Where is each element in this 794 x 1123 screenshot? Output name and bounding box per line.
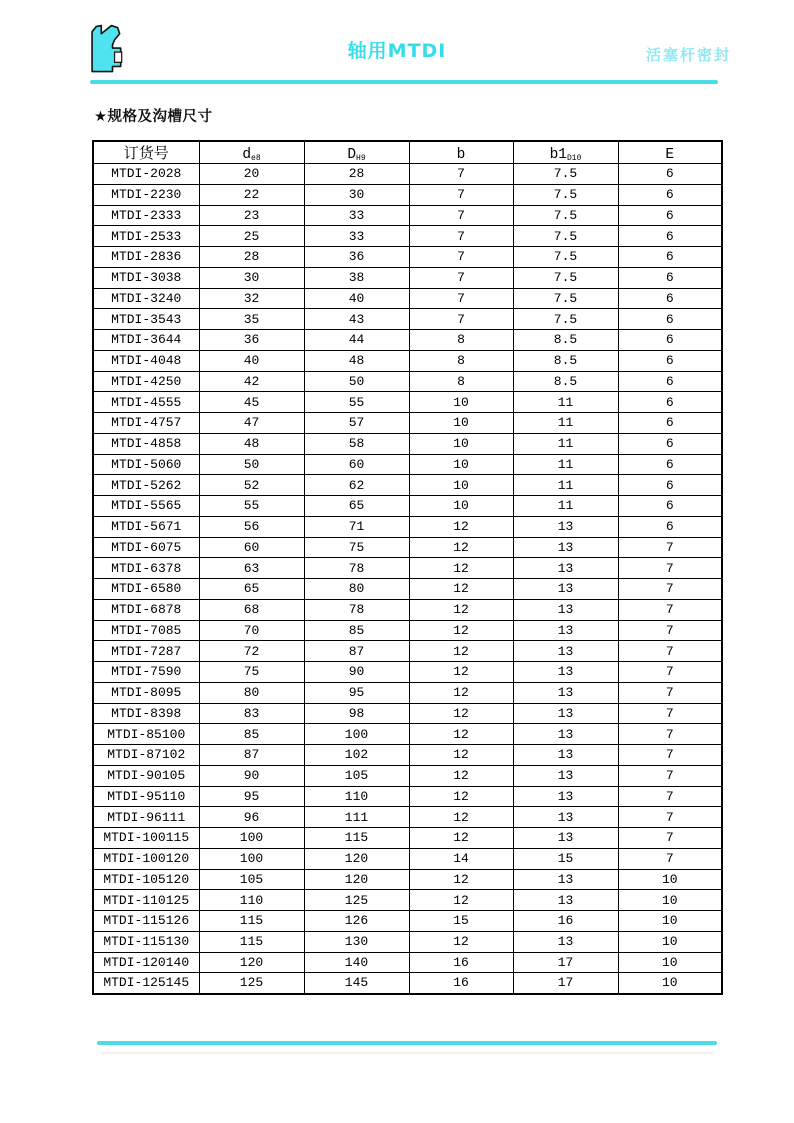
order-number-cell: MTDI-2533 [93,226,199,247]
value-cell: 110 [304,786,409,807]
value-cell: 80 [304,579,409,600]
value-cell: 115 [199,931,304,952]
table-row [93,973,722,994]
value-cell: 83 [199,703,304,724]
value-cell: 11 [513,475,618,496]
value-cell: 7 [618,828,722,849]
value-cell: 12 [409,745,513,766]
value-cell: 17 [513,973,618,994]
value-cell: 120 [304,869,409,890]
value-cell: 12 [409,579,513,600]
value-cell: 7 [409,226,513,247]
order-number-cell: MTDI-100115 [93,828,199,849]
value-cell: 7.5 [513,205,618,226]
value-cell: 140 [304,952,409,973]
order-number-cell: MTDI-115126 [93,911,199,932]
value-cell: 115 [304,828,409,849]
table-row [93,848,722,869]
value-cell: 75 [199,662,304,683]
value-cell: 28 [199,247,304,268]
value-cell: 25 [199,226,304,247]
value-cell: 10 [409,433,513,454]
value-cell: 6 [618,433,722,454]
table-row [93,475,722,496]
value-cell: 11 [513,392,618,413]
value-cell: 7 [618,537,722,558]
value-cell: 13 [513,599,618,620]
value-cell: 20 [199,164,304,185]
column-header-D: DH9 [304,141,409,164]
value-cell: 65 [199,579,304,600]
value-cell: 16 [513,911,618,932]
value-cell: 6 [618,496,722,517]
value-cell: 57 [304,413,409,434]
value-cell: 100 [199,828,304,849]
order-number-cell: MTDI-87102 [93,745,199,766]
column-header-d: de8 [199,141,304,164]
value-cell: 32 [199,288,304,309]
value-cell: 12 [409,703,513,724]
order-number-cell: MTDI-90105 [93,765,199,786]
order-number-cell: MTDI-5262 [93,475,199,496]
value-cell: 7 [618,558,722,579]
value-cell: 110 [199,890,304,911]
value-cell: 10 [409,392,513,413]
value-cell: 7 [618,662,722,683]
column-header-b1: b1D10 [513,141,618,164]
value-cell: 12 [409,516,513,537]
order-number-cell: MTDI-8095 [93,682,199,703]
value-cell: 6 [618,516,722,537]
value-cell: 10 [409,454,513,475]
value-cell: 7 [409,164,513,185]
value-cell: 47 [199,413,304,434]
value-cell: 40 [199,350,304,371]
value-cell: 30 [304,184,409,205]
table-row [93,309,722,330]
value-cell: 85 [304,620,409,641]
value-cell: 8.5 [513,350,618,371]
table-row [93,765,722,786]
value-cell: 13 [513,724,618,745]
value-cell: 58 [304,433,409,454]
footer-divider [97,1041,717,1045]
value-cell: 13 [513,579,618,600]
value-cell: 6 [618,392,722,413]
value-cell: 12 [409,890,513,911]
value-cell: 52 [199,475,304,496]
value-cell: 7 [409,184,513,205]
value-cell: 10 [618,952,722,973]
value-cell: 10 [409,413,513,434]
value-cell: 23 [199,205,304,226]
order-number-cell: MTDI-3644 [93,330,199,351]
value-cell: 38 [304,267,409,288]
order-number-cell: MTDI-6878 [93,599,199,620]
value-cell: 48 [199,433,304,454]
value-cell: 7 [618,682,722,703]
table-row [93,745,722,766]
order-number-cell: MTDI-5565 [93,496,199,517]
value-cell: 7.5 [513,267,618,288]
value-cell: 85 [199,724,304,745]
value-cell: 60 [304,454,409,475]
value-cell: 13 [513,620,618,641]
value-cell: 7 [618,807,722,828]
value-cell: 96 [199,807,304,828]
value-cell: 6 [618,371,722,392]
value-cell: 8 [409,350,513,371]
value-cell: 13 [513,807,618,828]
value-cell: 6 [618,267,722,288]
value-cell: 90 [304,662,409,683]
value-cell: 80 [199,682,304,703]
value-cell: 17 [513,952,618,973]
value-cell: 30 [199,267,304,288]
value-cell: 105 [304,765,409,786]
table-row [93,828,722,849]
table-row [93,537,722,558]
value-cell: 7 [409,288,513,309]
table-row [93,724,722,745]
value-cell: 7 [618,724,722,745]
value-cell: 7 [618,765,722,786]
value-cell: 16 [409,973,513,994]
table-row [93,413,722,434]
value-cell: 10 [618,890,722,911]
value-cell: 50 [199,454,304,475]
table-row [93,952,722,973]
value-cell: 12 [409,641,513,662]
value-cell: 11 [513,413,618,434]
value-cell: 12 [409,558,513,579]
order-number-cell: MTDI-2230 [93,184,199,205]
value-cell: 87 [304,641,409,662]
value-cell: 12 [409,537,513,558]
value-cell: 120 [304,848,409,869]
table-row [93,558,722,579]
value-cell: 12 [409,807,513,828]
order-number-cell: MTDI-6075 [93,537,199,558]
value-cell: 100 [304,724,409,745]
value-cell: 45 [199,392,304,413]
value-cell: 12 [409,869,513,890]
table-row [93,247,722,268]
value-cell: 6 [618,350,722,371]
value-cell: 8 [409,371,513,392]
value-cell: 125 [304,890,409,911]
spec-table-container [92,140,723,995]
value-cell: 16 [409,952,513,973]
order-number-cell: MTDI-4250 [93,371,199,392]
value-cell: 126 [304,911,409,932]
value-cell: 14 [409,848,513,869]
value-cell: 55 [199,496,304,517]
section-title: ★规格及沟槽尺寸 [94,109,213,125]
order-number-cell: MTDI-2333 [93,205,199,226]
value-cell: 8.5 [513,371,618,392]
value-cell: 6 [618,330,722,351]
value-cell: 65 [304,496,409,517]
table-row [93,579,722,600]
value-cell: 10 [618,931,722,952]
value-cell: 35 [199,309,304,330]
value-cell: 7 [409,267,513,288]
value-cell: 13 [513,890,618,911]
value-cell: 98 [304,703,409,724]
value-cell: 7 [618,703,722,724]
value-cell: 6 [618,247,722,268]
value-cell: 7.5 [513,247,618,268]
value-cell: 10 [618,911,722,932]
value-cell: 10 [618,973,722,994]
table-row [93,890,722,911]
order-number-cell: MTDI-4048 [93,350,199,371]
order-number-cell: MTDI-2836 [93,247,199,268]
value-cell: 90 [199,765,304,786]
order-number-cell: MTDI-96111 [93,807,199,828]
value-cell: 6 [618,454,722,475]
order-number-cell: MTDI-4757 [93,413,199,434]
value-cell: 15 [513,848,618,869]
value-cell: 6 [618,309,722,330]
table-row [93,620,722,641]
order-number-cell: MTDI-4555 [93,392,199,413]
value-cell: 13 [513,703,618,724]
table-row [93,869,722,890]
value-cell: 11 [513,433,618,454]
value-cell: 13 [513,662,618,683]
table-row [93,703,722,724]
value-cell: 12 [409,662,513,683]
value-cell: 10 [409,475,513,496]
value-cell: 7 [409,205,513,226]
value-cell: 68 [199,599,304,620]
value-cell: 7 [618,786,722,807]
value-cell: 43 [304,309,409,330]
value-cell: 120 [199,952,304,973]
column-header-order-no: 订货号 [93,141,199,164]
value-cell: 13 [513,828,618,849]
value-cell: 87 [199,745,304,766]
value-cell: 105 [199,869,304,890]
value-cell: 44 [304,330,409,351]
value-cell: 36 [304,247,409,268]
table-row [93,682,722,703]
table-row [93,330,722,351]
table-row [93,267,722,288]
value-cell: 7.5 [513,184,618,205]
value-cell: 102 [304,745,409,766]
value-cell: 111 [304,807,409,828]
value-cell: 125 [199,973,304,994]
value-cell: 13 [513,641,618,662]
value-cell: 7 [618,641,722,662]
value-cell: 33 [304,226,409,247]
order-number-cell: MTDI-3543 [93,309,199,330]
value-cell: 22 [199,184,304,205]
order-number-cell: MTDI-95110 [93,786,199,807]
value-cell: 60 [199,537,304,558]
value-cell: 13 [513,869,618,890]
value-cell: 7 [618,599,722,620]
value-cell: 12 [409,682,513,703]
header-divider [90,80,718,84]
column-header-E: E [618,141,722,164]
value-cell: 7 [618,745,722,766]
value-cell: 75 [304,537,409,558]
value-cell: 7.5 [513,164,618,185]
value-cell: 10 [409,496,513,517]
spec-table-header [93,141,722,164]
value-cell: 50 [304,371,409,392]
value-cell: 145 [304,973,409,994]
table-row [93,205,722,226]
value-cell: 11 [513,454,618,475]
value-cell: 7.5 [513,309,618,330]
order-number-cell: MTDI-4858 [93,433,199,454]
table-row [93,807,722,828]
value-cell: 12 [409,620,513,641]
footer-divider-faint [101,1052,714,1054]
page-title: 轴用MTDI [347,40,447,62]
value-cell: 95 [304,682,409,703]
value-cell: 70 [199,620,304,641]
table-row [93,641,722,662]
order-number-cell: MTDI-85100 [93,724,199,745]
value-cell: 7 [409,247,513,268]
value-cell: 71 [304,516,409,537]
table-row [93,350,722,371]
value-cell: 13 [513,558,618,579]
value-cell: 78 [304,599,409,620]
value-cell: 6 [618,184,722,205]
order-number-cell: MTDI-2028 [93,164,199,185]
table-row [93,454,722,475]
value-cell: 62 [304,475,409,496]
value-cell: 42 [199,371,304,392]
value-cell: 8 [409,330,513,351]
value-cell: 72 [199,641,304,662]
value-cell: 13 [513,786,618,807]
value-cell: 7 [618,848,722,869]
value-cell: 13 [513,745,618,766]
value-cell: 56 [199,516,304,537]
value-cell: 48 [304,350,409,371]
order-number-cell: MTDI-7590 [93,662,199,683]
value-cell: 12 [409,765,513,786]
value-cell: 40 [304,288,409,309]
value-cell: 28 [304,164,409,185]
value-cell: 10 [618,869,722,890]
value-cell: 115 [199,911,304,932]
order-number-cell: MTDI-8398 [93,703,199,724]
order-number-cell: MTDI-105120 [93,869,199,890]
value-cell: 13 [513,516,618,537]
order-number-cell: MTDI-3038 [93,267,199,288]
value-cell: 7 [409,309,513,330]
value-cell: 36 [199,330,304,351]
value-cell: 130 [304,931,409,952]
order-number-cell: MTDI-110125 [93,890,199,911]
corner-label: 活塞杆密封 [645,46,731,64]
value-cell: 6 [618,164,722,185]
value-cell: 95 [199,786,304,807]
value-cell: 15 [409,911,513,932]
value-cell: 12 [409,828,513,849]
order-number-cell: MTDI-120140 [93,952,199,973]
value-cell: 78 [304,558,409,579]
order-number-cell: MTDI-100120 [93,848,199,869]
value-cell: 6 [618,205,722,226]
table-row [93,184,722,205]
table-row [93,516,722,537]
table-row [93,931,722,952]
value-cell: 8.5 [513,330,618,351]
value-cell: 12 [409,599,513,620]
value-cell: 100 [199,848,304,869]
value-cell: 6 [618,226,722,247]
table-row [93,226,722,247]
value-cell: 7.5 [513,226,618,247]
order-number-cell: MTDI-5671 [93,516,199,537]
column-header-b: b [409,141,513,164]
order-number-cell: MTDI-3240 [93,288,199,309]
order-number-cell: MTDI-115130 [93,931,199,952]
table-row [93,164,722,185]
table-row [93,496,722,517]
value-cell: 12 [409,931,513,952]
table-row [93,392,722,413]
value-cell: 55 [304,392,409,413]
order-number-cell: MTDI-125145 [93,973,199,994]
order-number-cell: MTDI-6378 [93,558,199,579]
table-row [93,433,722,454]
value-cell: 7 [618,620,722,641]
value-cell: 11 [513,496,618,517]
table-row [93,786,722,807]
value-cell: 13 [513,682,618,703]
value-cell: 12 [409,724,513,745]
table-row [93,599,722,620]
value-cell: 6 [618,288,722,309]
value-cell: 7.5 [513,288,618,309]
value-cell: 13 [513,931,618,952]
table-row [93,371,722,392]
table-row [93,662,722,683]
value-cell: 63 [199,558,304,579]
table-row [93,288,722,309]
order-number-cell: MTDI-5060 [93,454,199,475]
value-cell: 6 [618,475,722,496]
value-cell: 7 [618,579,722,600]
value-cell: 13 [513,765,618,786]
spec-table [92,140,723,995]
order-number-cell: MTDI-6580 [93,579,199,600]
value-cell: 12 [409,786,513,807]
value-cell: 33 [304,205,409,226]
order-number-cell: MTDI-7085 [93,620,199,641]
value-cell: 6 [618,413,722,434]
table-row [93,911,722,932]
value-cell: 13 [513,537,618,558]
order-number-cell: MTDI-7287 [93,641,199,662]
